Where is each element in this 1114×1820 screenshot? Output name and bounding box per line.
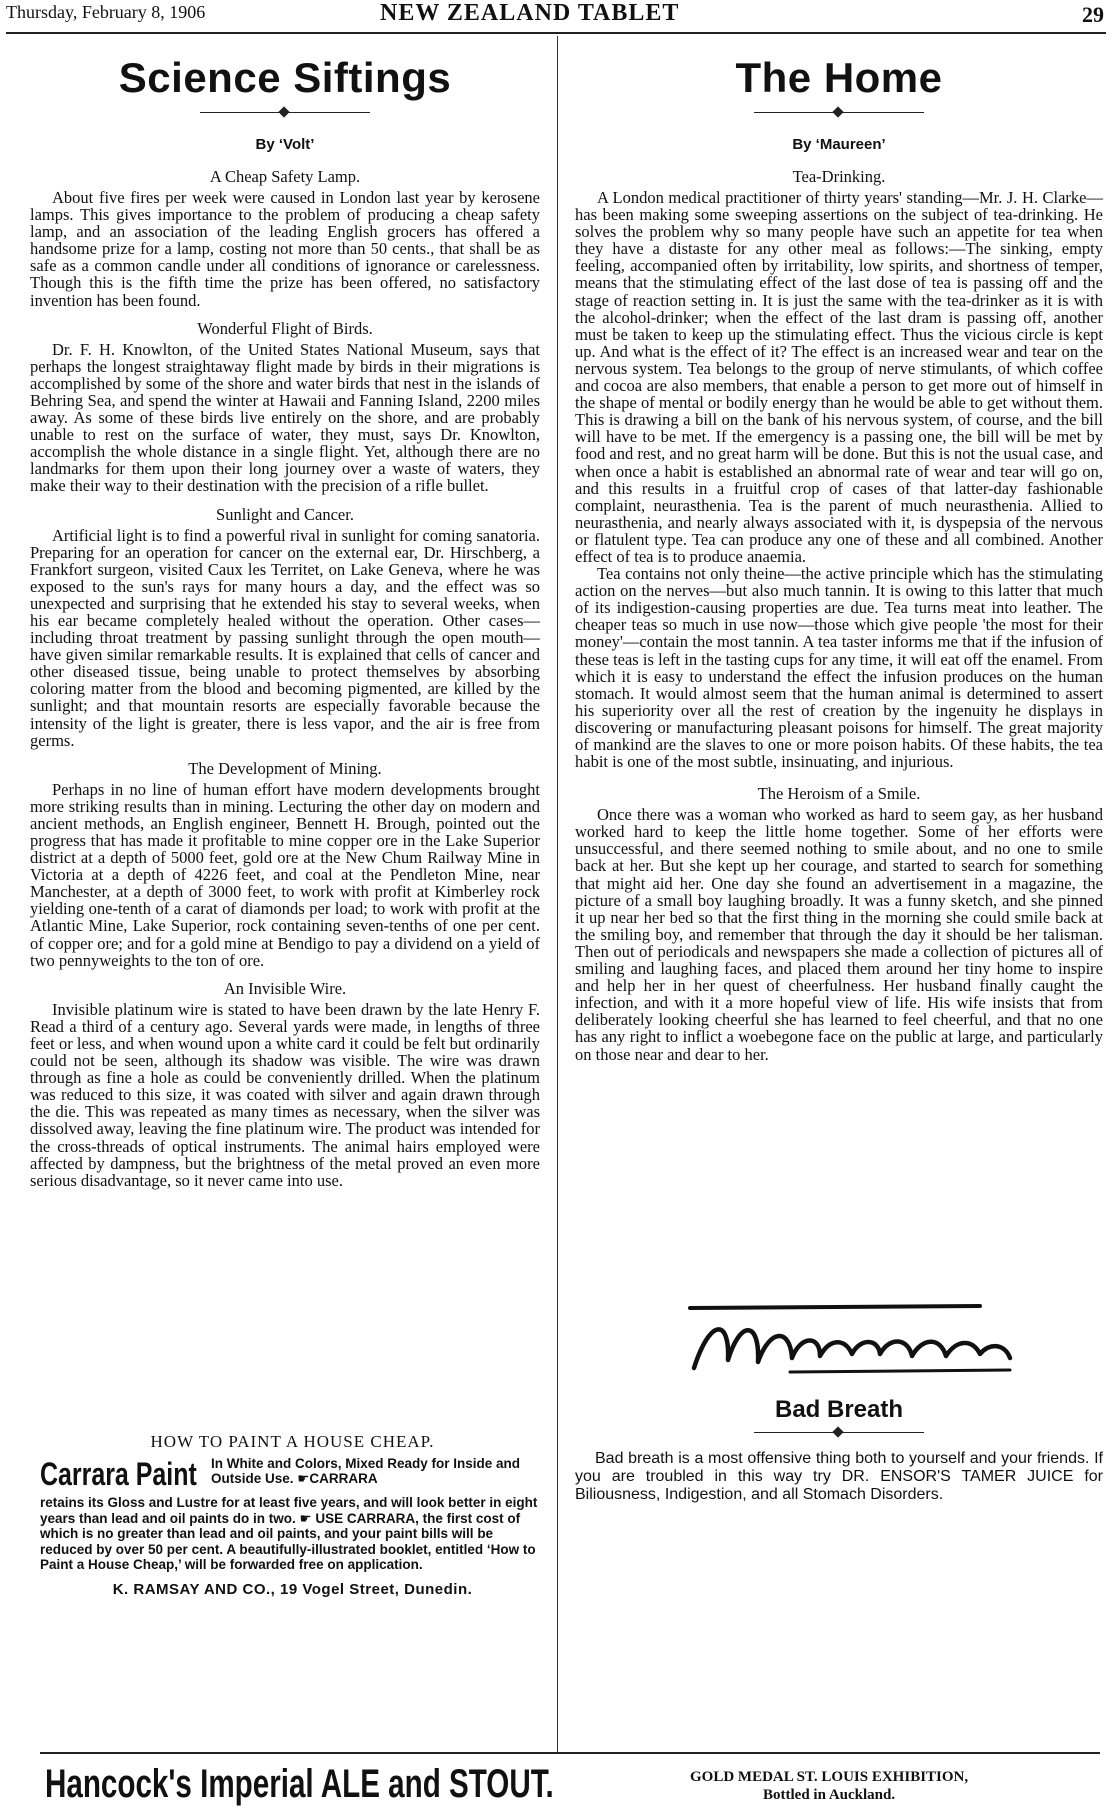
article-flight-of-birds <box>30 319 540 495</box>
article-heading: Wonderful Flight of Birds. <box>197 318 373 338</box>
gold-medal-line: GOLD MEDAL ST. LOUIS EXHIBITION, <box>690 1769 969 1785</box>
footer-rule <box>40 1752 1100 1754</box>
article-invisible-wire <box>30 979 540 1189</box>
article-heading: A Cheap Safety Lamp. <box>209 167 361 186</box>
publication-title: NEW ZEALAND TABLET <box>380 0 680 26</box>
ad-headline: HOW TO PAINT A HOUSE CHEAP. <box>150 1432 435 1451</box>
bad-breath-advertisement <box>575 1396 1103 1504</box>
maureen-signature <box>680 1298 1020 1388</box>
article-paragraph: Dr. F. H. Knowlton, of the United States National Museum, says that perhaps the longest straightaway flight made by birds in their migrations is accomplished by some of the shore and water birds that nest in the islands of Behring Sea, and spend the winter at Hawaii and Fanning Island, 2200 miles away. As some of these birds live entirely on the shore, and are probably unable to rest on the surface of water, they must, says Dr. Knowlton, accomplish the whole distance in a single flight. Yet, although there are no landmarks for them upon their long journey over a waste of waters, they make their way to their destination with the precision of a rifle bullet. <box>30 339 540 496</box>
carrara-paint-advertisement <box>40 1432 545 1598</box>
section-title: The Home <box>735 54 943 101</box>
ornament-divider <box>754 108 924 118</box>
article-paragraph: Perhaps in no line of human effort have modern developments brought more striking results than in mining. Lecturing the other day on modern and ancient methods, an English engineer, Bennett H. Brough, pointed out the progress that has made it profitable to mine copper ore in the Lake Superior district at a depth of 5000 feet, gold ore at the New Chum Railway Mine in Victoria at a depth of 4226 feet, and coal at the Pendleton Mine, near Manchester, at a depth of 3000 feet, to work with profit at Kimberley rock yielding one-tenth of a carat of diamonds per load; to work with profit at the Atlantic Mine, Lake Superior, rock containing seven-tenths of one per cent. of copper ore; and for a gold mine at Bendigo to pay a dividend on a yield of two pennyweights to the ton of ore. <box>30 779 540 970</box>
article-heading: Tea-Drinking. <box>792 167 886 186</box>
ad-brand-name: Carrara Paint <box>40 1456 197 1492</box>
byline: By ‘Maureen’ <box>792 136 886 153</box>
ornament-divider <box>754 1428 924 1438</box>
ad-side-text: In White and Colors, Mixed Ready for Inside and Outside Use. ☛CARRARA <box>210 1456 521 1486</box>
article-paragraph: About five fires per week were caused in London last year by kerosene lamps. This gives importance to the problem of producing a cheap safety lamp, and an association of the leading English grocers has offered a handsome prize for a lamp, costing not more than 50 cents., that shall be as safe as a common candle under all conditions of ignorance or carelessness. Though this is the fifth time the prize has been offered, no satisfactory invention has been found. <box>30 188 540 310</box>
bottled-line: Bottled in Auckland. <box>763 1787 896 1803</box>
ad-body-text: retains its Gloss and Lustre for at least five years, and will look better in eight years than lead and oil paints do in two. ☛ USE CARRARA, the first cost of which is no greater than lead and oil paints, and your paint bills will be reduced by over 50 per cent. A beautifully-illustrated booklet, entitled ‘How to Paint a House Cheap,’ will be forwarded free on application. <box>40 1495 538 1572</box>
section-title: Science Siftings <box>118 54 452 101</box>
article-heading: The Development of Mining. <box>188 758 382 778</box>
ad-brand-row <box>40 1456 545 1493</box>
article-paragraph: Once there was a woman who worked as hard to seem gay, as her husband worked hard to keep the little home together. Some of her efforts were unsuccessful, and there seemed nothing to smile about, and no one to smile back at her. But she kept up her courage, and started to search for something that might aid her. One day she found an advertisement in a magazine, the picture of a small boy laughing broadly. It was a funny sketch, and she pinned it up near her bed so that the first thing in the morning she could smile back at the smiling boy, and remember that through the day it should be her talisman. Then out of periodicals and newspapers she made a collection of pictures all of smiling and laughing faces, and placed them around her tiny home to inspire and help her in her quest of cheerfulness. Her husband finally caught the infection, and with it a more hopeful view of life. His wife insists that from deliberately looking cheerful she has learned to feel cheerful, and that no one has any right to inflict a woebegone face on the public at large, and particularly on those near and dear to her. <box>575 805 1103 1064</box>
article-sunlight-and-cancer <box>30 505 540 749</box>
ad-title: Bad Breath <box>774 1396 904 1423</box>
ad-footer: K. RAMSAY AND CO., 19 Vogel Street, Dunedin. <box>112 1580 473 1598</box>
article-heading: Sunlight and Cancer. <box>216 504 354 524</box>
issue-date: Thursday, February 8, 1906 <box>6 2 206 22</box>
ad-body-text: Bad breath is a most offensive thing both to yourself and your friends. If you are troubled in this way try DR. ENSOR'S TAMER JUICE for Biliousness, Indigestion, and all Stomach Disorders. <box>575 1450 1103 1503</box>
header-rule <box>6 32 1106 34</box>
hancocks-ale-advertisement: Hancock's Imperial ALE and STOUT. <box>45 1762 554 1806</box>
column-divider <box>557 36 558 1752</box>
the-home-column <box>575 40 1103 1063</box>
science-siftings-column <box>30 40 540 1189</box>
article-heading: An Invisible Wire. <box>223 978 347 998</box>
article-heroism-of-a-smile <box>575 784 1103 1062</box>
article-paragraph: Invisible platinum wire is stated to have been drawn by the late Henry F. Read a third of a century ago. Several yards were made, in lengths of three feet or less, and when wound upon a white card it could be felt but ordinarily could not be seen, although its shadow was visible. The wire was drawn through as fine a hole as could be conveniently drilled. When the platinum was reduced to this size, it was coated with silver and again drawn through the die. This was repeated as many times as necessary, when the silver was dissolved away, leaving the fine platinum wire. The product was intended for the cross-threads of optical instruments. The animal hairs employed were affected by dampness, but the brightness of the metal proved an even more serious disadvantage, so it never came into use. <box>30 999 540 1190</box>
article-tea-drinking <box>575 167 1103 770</box>
article-paragraph: Tea contains not only theine—the active principle which has the stimulating action on the nerves—but also much tannin. It is owing to this latter that much of its indigestion-causing properties are due. Tea turns meat into leather. The cheaper teas so much in use now—those which give people 'the most for their money'—contain the most tannin. A tea taster informs me that if the infusion of these teas is left in the tasting cups for any time, it will eat off the enamel. From which it is easy to understand the effect the infusion produces on the human stomach. It would almost seem that the human animal is determined to assert his superiority over all the rest of creation by the ingenuity he displays in discovering or manufacturing pleasant poisons for himself. The great majority of mankind are the slaves to one or more poison habits. Of these habits, the tea habit is one of the most subtle, insinuating, and injurious. <box>575 564 1103 772</box>
article-heading: The Heroism of a Smile. <box>757 784 921 804</box>
article-development-of-mining <box>30 759 540 969</box>
article-paragraph: Artificial light is to find a powerful rival in sunlight for coming sanatoria. Preparing for an operation for cancer on the external ear, Dr. Hirschberg, a Frankfort surgeon, visited Caux les Territet, on Lake Geneva, where he was exposed to the sun's rays for many hours a day, and the effect was so unexpected and surprising that he extended his stay to several weeks, when his ear became completely healed without the operation. Other cases—including throat treatment by passing sunlight through the open mouth—have given similar remarkable results. It is explained that cells of cancer and other diseased tissue, being unable to protect themselves by absorbing coloring matter from the blood and becoming pigmented, are killed by the sunlight; and that mountain resorts are especially favorable because the intensity of the light is greater, there is less vapor, and the air is free from germs. <box>30 525 540 750</box>
byline: By ‘Volt’ <box>255 136 315 153</box>
ornament-divider <box>200 108 370 118</box>
gold-medal-notice <box>690 1768 968 1804</box>
article-paragraph: A London medical practitioner of thirty years' standing—Mr. J. H. Clarke—has been making some sweeping assertions on the subject of tea-drinking. He solves the problem why so many people have such an appetite for tea when they have a distaste for any other meal as follows:—The sinking, empty feeling, accompanied often by irritability, low spirits, and shortness of temper, means that the stimulating effect of the last dose of tea is passing off and the stage of reaction setting in. It is just the same with the tea-drinker as it is with the alcohol-drinker; when the effect of the last dram is passing off, another must be taken to keep up the stimulating effect. Thus the vicious circle is kept up. And what is the effect of it? The effect is an increased wear and tear on the nervous system. Tea belongs to the group of nerve stimulants, of which coffee and cocoa are also members, that enable a person to get more out of himself in the shape of mental or bodily energy than he would be able to get without them. This is drawing a bill on the bank of his nervous system, of course, and the bill will have to be met. If the emergency is a passing one, the bill will be met by food and rest, and no great harm will be done. But this is not the usual case, and when once a habit is established an abnormal rate of wear and tear will go on, and this results in a fruitful crop of cases of that latter-day fashionable complaint, neurasthenia. Tea is the parent of much neurasthenia. Allied to neurasthenia, and nearly always associated with it, is dyspepsia of the nervous or flatulent type. Tea can produce any one of these and all combined. Another effect of tea is to produce anaemia. <box>575 188 1103 566</box>
page-number: 29 <box>1082 2 1104 27</box>
article-cheap-safety-lamp <box>30 167 540 309</box>
page-header <box>0 0 1114 28</box>
